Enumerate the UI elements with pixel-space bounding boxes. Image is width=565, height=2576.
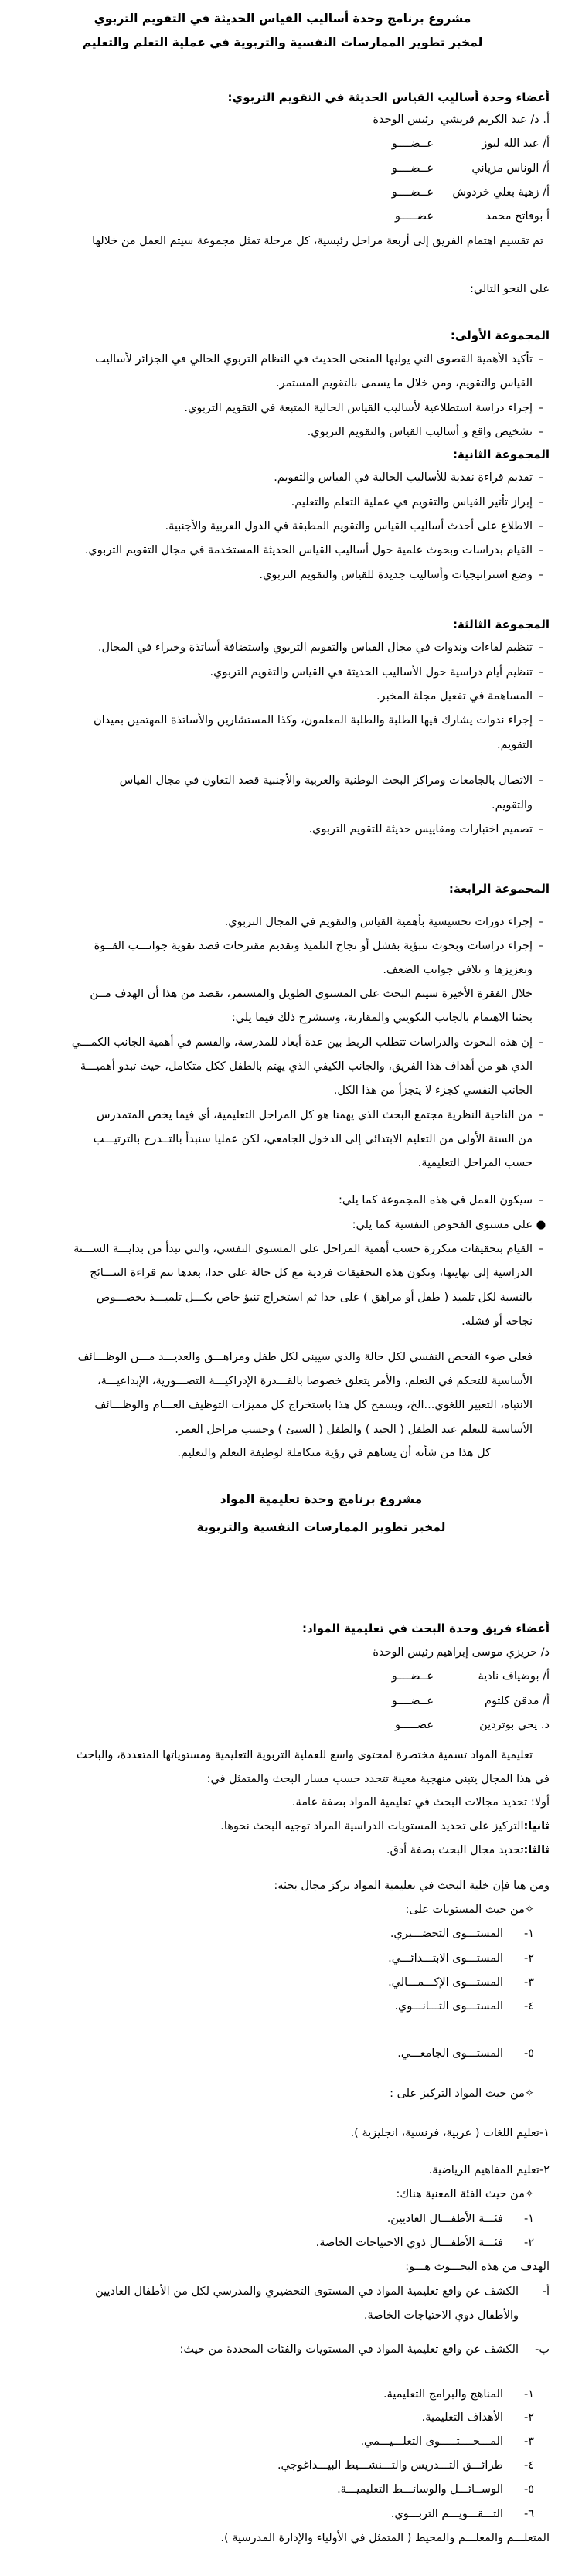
- doc2-member-row: [0, 1669, 565, 1684]
- category-heading: ✧من حيث الفئة المعنية هناك:: [396, 2188, 534, 2200]
- member-name: د. يحي بوتردين: [479, 1719, 550, 1731]
- doc1-member-row: [0, 161, 565, 176]
- dash-marker: –: [538, 690, 544, 703]
- diamond-icon: ✧: [524, 2188, 534, 2200]
- member-name: أ/ زهية بعلي خردوش: [452, 186, 550, 199]
- theory-item-cont: حسب المراحل التعليمية.: [417, 1157, 533, 1169]
- psy-bullet: ●على مستوى الفحوص النفسية كما يلي:: [0, 1217, 565, 1233]
- doc1-intro-line1: تم تقسيم اهتمام الفريق إلى أربعة مراحل رئيسية، كل مرحلة تمثل مجموعة سيتم العمل من خلالها: [92, 235, 543, 247]
- doc1-title-line1: مشروع برنامج وحدة أساليب القياس الحديثة في التقويم التربوي: [94, 12, 471, 26]
- investigations-cont: بالنسبة لكل تلميذ ( طفل أو مراهق ) على حدا ثم استخراج تنبؤ خاص بكـــل تلميـــذ بخصـــوص: [96, 1291, 533, 1304]
- group2-heading: المجموعة الثانية:: [452, 447, 550, 461]
- member-role: عــضــــو: [391, 1670, 434, 1683]
- dash-marker: –: [538, 520, 544, 533]
- member-name: أ/ بوضياف نادية: [478, 1670, 550, 1683]
- doc2-intro-line2: في هذا المجال يتبنى منهجية معينة تتحدد حسب مسار البحث والمتمثل في:: [206, 1773, 550, 1785]
- level-item: ٢-المستـــوى الابتـــدائـــي.: [388, 1952, 534, 1965]
- second-label: ثانيا:: [523, 1820, 550, 1832]
- level-item: ٣-المستـــوى الإكـــمـــالي.: [388, 1976, 534, 1989]
- category-item: ٢-فئـــة الأطفـــال ذوي الاحتياجات الخاصة.: [315, 2237, 534, 2249]
- group3-item-cont: التقويم.: [497, 739, 533, 751]
- doc1-member-row: [0, 209, 565, 224]
- goal-a-cont: والأطفال ذوي الاحتياجات الخاصة.: [363, 2309, 519, 2322]
- goal-heading: الهدف من هذه البحـــوث هـــو:: [405, 2261, 550, 2273]
- investigations-cont: نجاحه أو فشله.: [461, 1315, 533, 1328]
- theory-item-cont: من السنة الأولى من التعليم الابتدائي إلى الدخول الجامعي، لكن عمليا سنبدأ بالتــدرج بالترتيـــب: [93, 1133, 533, 1145]
- dash-marker: –: [538, 774, 544, 787]
- member-role: عــضــــو: [391, 138, 434, 150]
- closing-line: المتعلـــم والمعلـــم والمحيط ( المتمثل في الأولياء والإدارة المدرسية ).: [220, 2532, 550, 2544]
- group3-item-cont: والتقويم.: [492, 799, 533, 812]
- doc1-title-line2: لمخبر تطوير الممارسات النفسية والتربوية في عملية التعلم والتعليم: [82, 36, 483, 49]
- dash-marker: –: [538, 353, 544, 366]
- dash-marker: –: [538, 471, 544, 484]
- research-item-cont: الجانب النفسي كجزء لا يتجزأ من هذا الكل.: [333, 1084, 533, 1097]
- group3-heading: المجموعة الثالثة:: [452, 618, 550, 631]
- group3-item: –تنظيم لقاءات وندوات في مجال القياس والتقويم التربوي واستضافة أساتذة وخبراء في المجال.: [0, 640, 565, 655]
- para-light-line: الأساسية للتحكم في التعلم، والأمر يتعلق خصوصا بالقـــدرة الإدراكيـــة التصـــورية، الإبداعيـــة،: [97, 1375, 533, 1387]
- level-item: ١-المستـــوى التحضـــيري.: [390, 1928, 534, 1940]
- third-point: ثالثا:تحديد مجال البحث بصفة أدق.: [386, 1844, 550, 1856]
- member-role: عضـــــو: [395, 1719, 434, 1731]
- group1-item-cont: القياس والتقويم، ومن خلال ما يسمى بالتقويم المستمر.: [275, 377, 533, 390]
- aspect-item: ٣-المـــحــــتـــــوى التعلـــيـــمي.: [360, 2435, 534, 2448]
- diamond-icon: ✧: [524, 1904, 534, 1916]
- doc1-intro-line2: على النحو التالي:: [469, 283, 550, 295]
- aspect-item: ١-المناهج والبرامج التعليمية.: [383, 2388, 534, 2401]
- para-light-line: الانتباه، التعبير اللغوي...الخ، ويسمح كل هذا باستخراج كل مميزات التوظيف العـــام والوظـــائف: [94, 1399, 533, 1411]
- member-role: عضـــــو: [395, 210, 434, 223]
- member-name: أ بوفاتح محمد: [485, 210, 550, 223]
- doc1-members-heading: أعضاء وحدة أساليب القياس الحديثة في التقويم التربوي:: [227, 90, 550, 104]
- dash-marker: –: [538, 1194, 544, 1206]
- para-light-line: الأساسية للتعلم عند الطفل ( الجيد ) والطفل ( السيئ ) وحسب مراحل العمر.: [175, 1424, 533, 1436]
- subject-item: ١-تعليم اللغات ( عربية، فرنسية، انجليزية ).: [350, 2127, 550, 2139]
- work-item: –سيكون العمل في هذه المجموعة كما يلي:: [0, 1193, 565, 1208]
- level-item: ٥-المستـــوى الجامعـــي.: [397, 2047, 534, 2060]
- member-role: عــضــــو: [391, 1695, 434, 1707]
- group4-heading: المجموعة الرابعة:: [448, 882, 550, 896]
- para-all: كل هذا من شأنه أن يساهم في رؤية متكاملة لوظيفة التعلم والتعليم.: [177, 1447, 491, 1459]
- investigations-item: –القيام بتحقيقات متكررة حسب أهمية المراحل على المستوى النفسي، والتي تبدأ من بدايـــة الســـنة: [0, 1241, 565, 1257]
- doc2-member-row: [0, 1645, 565, 1660]
- focus-line: ومن هنا فإن خلية البحث في تعليمية المواد تركز مجال بحثه:: [274, 1880, 550, 1892]
- group3-item: –تنظيم أيام دراسية حول الأساليب الحديثة في القياس والتقويم التربوي.: [0, 665, 565, 680]
- member-name: د/ حريزي موسى إبراهيم: [436, 1646, 550, 1659]
- member-name: أ/ مدقن كلثوم: [484, 1695, 550, 1707]
- group3-item: –تصميم اختبارات ومقاييس حديثة للتقويم التربوي.: [0, 822, 565, 837]
- member-role: رئيس الوحدة: [373, 1646, 434, 1659]
- dash-marker: –: [538, 940, 544, 952]
- dash-marker: –: [538, 1243, 544, 1255]
- doc1-member-row: [0, 112, 565, 128]
- para-final-line1: خلال الفقرة الأخيرة سيتم البحث على المستوى الطويل والمستمر، نقصد من هذا أن الهدف مــن: [90, 988, 533, 1000]
- subject-item: ٢-تعليم المفاهيم الرياضية.: [428, 2164, 550, 2176]
- aspect-item: ٢-الأهداف التعليمية.: [421, 2411, 534, 2424]
- goal-a: أ-الكشف عن واقع تعليمية المواد في المستوى التحضيري والمدرسي لكل من الأطفال العاديين: [95, 2285, 550, 2298]
- bullet-icon: ●: [536, 1219, 546, 1231]
- third-label: ثالثا:: [523, 1844, 550, 1856]
- group4-item: –إجراء دورات تحسيسية بأهمية القياس والتقويم في المجال التربوي.: [0, 914, 565, 930]
- group1-item: –تأكيد الأهمية القصوى التي يوليها المنحى الحديث في النظام التربوي الحالي في الجزائر لأساليب: [0, 352, 565, 367]
- dash-marker: –: [538, 496, 544, 509]
- dash-marker: –: [538, 916, 544, 928]
- dash-marker: –: [538, 714, 544, 727]
- para-final-line2: بحثنا الاهتمام بالجانب التكويني والمقارنة، وسنشرح ذلك فيما يلي:: [231, 1012, 533, 1024]
- diamond-icon: ✧: [524, 2088, 534, 2100]
- investigations-cont: الدراسية إلى نهايتها، وتكون هذه التحقيقات فردية مع كل حالة على حدا، بعدها تتم قراءة النتـــائج: [90, 1267, 533, 1279]
- dash-marker: –: [538, 666, 544, 679]
- group2-item: –الاطلاع على أحدث أساليب القياس والتقويم المطبقة في الدول العربية والأجنبية.: [0, 519, 565, 534]
- research-item-cont: الذي هو من أهداف هذا الفريق، والجانب الكيفي الذي يهتم بالطفل ككل متكامل، حيث تبدو أهميـــة: [80, 1060, 533, 1073]
- doc2-members-heading: أعضاء فريق وحدة البحث في تعليمية المواد:: [301, 1621, 550, 1635]
- goal-b: ب-الكشف عن واقع تعليمية المواد في المستويات والفئات المحددة من حيث:: [179, 2343, 550, 2356]
- dash-marker: –: [538, 1109, 544, 1121]
- group2-item: –إبراز تأثير القياس والتقويم في عملية التعلم والتعليم.: [0, 495, 565, 510]
- group1-item: –إجراء دراسة استطلاعية لأساليب القياس الحالية المتبعة في التقويم التربوي.: [0, 400, 565, 416]
- dash-marker: –: [538, 1036, 544, 1049]
- group2-item: –تقديم قراءة نقدية للأساليب الحالية في القياس والتقويم.: [0, 470, 565, 485]
- group4-item-cont: وتعزيزها و تلافي جوانب الضعف.: [383, 964, 533, 976]
- doc2-member-row: [0, 1693, 565, 1709]
- category-item: ١-فئـــة الأطفـــال العاديين.: [386, 2213, 534, 2225]
- group2-item: –القيام بدراسات وبحوث علمية حول أساليب القياس الحديثة المستخدمة في مجال التقويم التربوي.: [0, 543, 565, 558]
- member-role: عــضــــو: [391, 162, 434, 175]
- para-light-line: فعلى ضوء الفحص النفسي لكل حالة والذي سيبنى لكل طفل ومراهـــق والعديـــد مـــن الوظـــائف: [77, 1351, 533, 1363]
- member-role: عــضــــو: [391, 186, 434, 199]
- group2-item: –وضع استراتيجيات وأساليب جديدة للقياس والتقويم التربوي.: [0, 567, 565, 583]
- doc2-title-line1: مشروع برنامج وحدة تعليمية المواد: [220, 1492, 423, 1506]
- member-name: أ/ عبد الله لبوز: [482, 138, 550, 150]
- dash-marker: –: [538, 569, 544, 581]
- group3-item: –المساهمة في تفعيل مجلة المخبر.: [0, 689, 565, 704]
- theory-item: –من الناحية النظرية مجتمع البحث الذي يهمنا هو كل المراحل التعليمية، أي فيما يخص المتمدرس: [0, 1108, 565, 1123]
- subjects-heading: ✧من حيث المواد التركيز على :: [390, 2088, 534, 2100]
- aspect-item: ٥-الوســائـــل والوسائـــط التعليميـــة.: [337, 2483, 534, 2496]
- dash-marker: –: [538, 823, 544, 835]
- group1-heading: المجموعة الأولى:: [450, 328, 550, 342]
- first-point: أولا: تحديد مجالات البحث في تعليمية المواد بصفة عامة.: [291, 1796, 550, 1809]
- group1-item: –تشخيص واقع و أساليب القياس والتقويم التربوي.: [0, 424, 565, 440]
- dash-marker: –: [538, 641, 544, 654]
- member-name: أ. د/ عبد الكريم قريشي: [440, 114, 550, 126]
- member-name: أ/ الوناس مزياني: [471, 162, 550, 175]
- aspect-item: ٤-طرائـــق التـــدريس والتـــنشـــيط البيـــداغوجي.: [277, 2459, 534, 2472]
- doc2-member-row: [0, 1717, 565, 1733]
- group4-item: –إجراء دراسات وبحوث تنبؤية بفشل أو نجاح التلميذ وتقديم مقترحات قصد تقوية جوانـــب القــوة: [0, 938, 565, 954]
- second-point: ثانيا:التركيز على تحديد المستويات الدراسية المراد توجيه البحث نحوها.: [220, 1820, 550, 1832]
- doc1-member-row: [0, 136, 565, 151]
- group3-item: –إجراء ندوات يشارك فيها الطلبة والطلبة المعلمون، وكذا المستشارين والأساتذة المهتمين بميدان: [0, 713, 565, 728]
- aspect-item: ٦-التـــقـــويـــم التربـــوي.: [390, 2508, 534, 2520]
- dash-marker: –: [538, 544, 544, 556]
- member-role: رئيس الوحدة: [373, 114, 434, 126]
- doc2-title-line2: لمخبر تطوير الممارسات النفسية والتربوية: [196, 1520, 446, 1534]
- levels-heading: ✧من حيث المستويات على:: [405, 1904, 534, 1916]
- research-item: –إن هذه البحوث والدراسات تتطلب الربط بين عدة أبعاد للمدرسة، والقسم في أهمية الجانب الكمـــي: [0, 1035, 565, 1050]
- dash-marker: –: [538, 402, 544, 414]
- doc2-intro-line1: تعليمية المواد تسمية مختصرة لمحتوى واسع للعملية التربوية التعليمية ومستوياتها المتعددة، والباحث: [76, 1749, 533, 1761]
- group3-item: –الاتصال بالجامعات ومراكز البحث الوطنية والعربية والأجنبية قصد التعاون في مجال القياس: [0, 773, 565, 788]
- dash-marker: –: [538, 426, 544, 438]
- first-label: أولا:: [530, 1796, 550, 1809]
- doc1-member-row: [0, 185, 565, 200]
- level-item: ٤-المستـــوى الثـــانـــوي.: [394, 2000, 534, 2013]
